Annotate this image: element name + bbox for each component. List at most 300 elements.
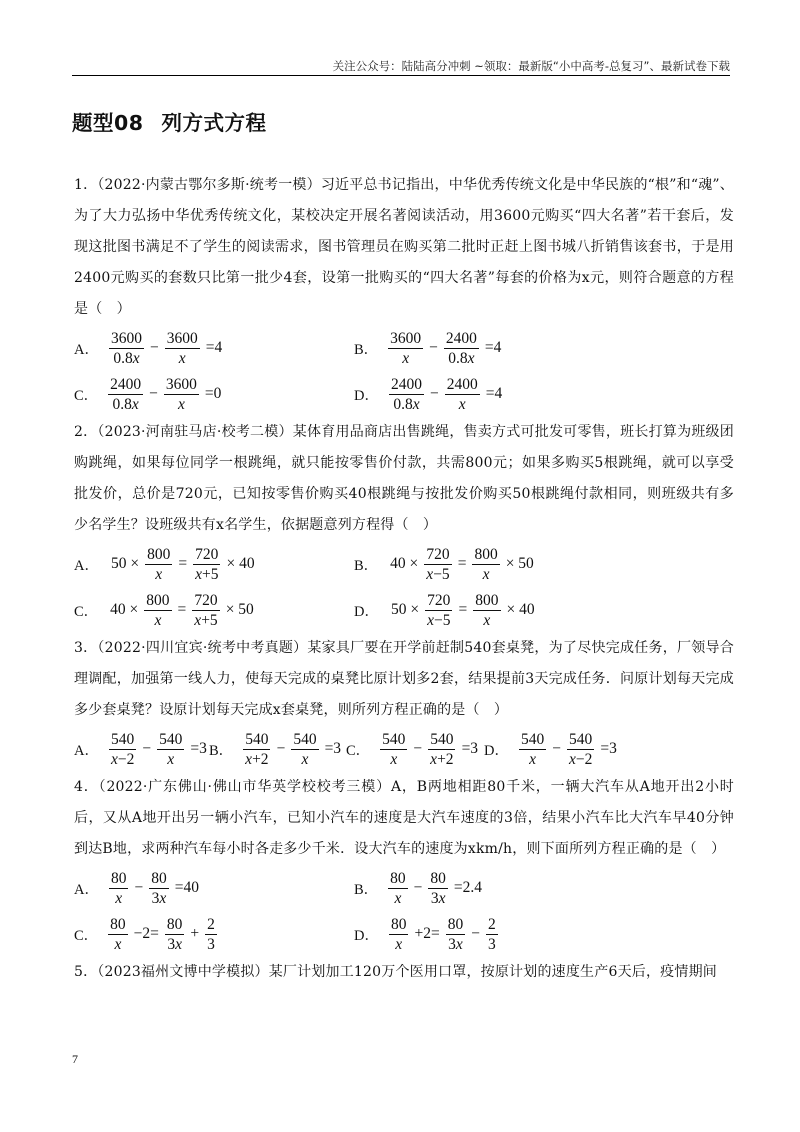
equation-operator	[227, 555, 255, 573]
question-3-option-b	[209, 726, 345, 772]
question-4-stem: 4．（2022·广东佛山·佛山市华英学校校考三模）A，B两地相距80千米，一辆大汽车从A地开出2小时后，又从A地开出另一辆小汽车，已知小汽车的速度是大汽车速度的3倍，结果小汽车比大汽车早40分钟到达B地，求两种汽车每小时各走多少千米．设大汽车的速度为xkm/h，则下面所列方程正确的是（ ）	[74, 779, 734, 857]
option-equation	[106, 592, 258, 629]
equation-operator	[462, 740, 479, 758]
option-label: A．	[74, 341, 99, 358]
fraction-denominator	[192, 611, 219, 629]
fraction-denominator	[299, 750, 310, 768]
operator-text: −	[149, 339, 159, 356]
fraction-denominator	[481, 611, 492, 629]
page-title	[72, 106, 267, 136]
numerator-text: 800	[146, 591, 170, 609]
denominator-text: 0.8x	[393, 395, 420, 413]
fraction-numerator	[567, 731, 594, 750]
fraction-numerator	[165, 916, 185, 935]
denominator-text: 3	[207, 935, 215, 953]
fraction	[445, 376, 480, 413]
operator-text: =4	[484, 339, 502, 356]
fraction-numerator	[243, 731, 270, 750]
fraction	[165, 916, 185, 953]
option-label: D．	[354, 927, 379, 944]
fraction-denominator	[424, 565, 451, 583]
numerator-text: 2400	[445, 329, 477, 347]
numerator-text: 540	[159, 730, 183, 748]
denominator-text: x−5	[427, 611, 451, 629]
equation-operator	[600, 740, 617, 758]
numerator-text: 80	[390, 869, 406, 887]
numerator-text: 2	[487, 915, 496, 933]
equation-operator	[430, 385, 439, 403]
fraction	[157, 731, 184, 768]
fraction-denominator	[393, 935, 404, 953]
fraction-numerator	[165, 330, 200, 349]
fraction	[205, 916, 217, 953]
fraction-denominator	[400, 349, 411, 367]
operator-text: −	[413, 879, 423, 896]
question-1	[74, 170, 734, 417]
fraction-denominator	[193, 565, 220, 583]
fraction-denominator	[177, 349, 188, 367]
numerator-text: 80	[110, 915, 126, 933]
numerator-text: 80	[166, 915, 183, 933]
option-label: C．	[74, 927, 99, 944]
question-4-option-c	[74, 911, 219, 957]
question-2-stem: 2．（2023·河南驻马店·校考二模）某体育用品商店出售跳绳，售卖方式可批发可零售，班长打算为班级团购跳绳，如果每位同学一根跳绳，就只能按零售价付款，共需800元；如果多购买5根跳绳，就可以享受批发价，总价是720元，已知按零售价购买40根跳绳与按批发价购买50根跳绳付款相同，则班级共有多少名学生？设班级共有x名学生，依据题意列方程得（ ）	[74, 424, 734, 533]
operator-text: −2=	[133, 925, 159, 942]
operator-text: =	[458, 601, 468, 618]
fraction-numerator	[109, 870, 129, 889]
question-3-stem: 3．（2022·四川宜宾·统考中考真题）某家具厂要在开学前赶制540套桌凳，为了尽快完成任务，厂领导合理调配，加强第一线人力，使每天完成的桌凳比原计划多2套，结果提前3天完成任务．问原计划每天完成多少套桌凳？设原计划每天完成x套桌凳，则所列方程正确的是（ ）	[74, 640, 734, 718]
equation-operator	[429, 339, 438, 357]
fraction-denominator	[392, 889, 403, 907]
fraction-numerator	[149, 870, 169, 889]
option-label: B．	[354, 881, 379, 898]
question-1-option-a	[74, 325, 226, 371]
fraction-denominator	[428, 750, 455, 768]
option-equation	[387, 376, 506, 413]
equation-operator	[142, 740, 151, 758]
question-3	[74, 633, 734, 772]
option-equation	[107, 731, 211, 768]
fraction-numerator	[109, 330, 144, 349]
denominator-text: x	[115, 889, 123, 907]
denominator-text: 0.8x	[448, 349, 475, 367]
numerator-text: 3600	[165, 375, 197, 393]
fraction-numerator	[164, 376, 199, 395]
denominator-text: x+2	[430, 750, 454, 768]
denominator-text: x	[483, 611, 491, 629]
operator-text: =0	[204, 385, 222, 402]
denominator-text: x	[154, 611, 162, 629]
operator-text: −	[134, 879, 144, 896]
operator-text: =3	[190, 740, 207, 757]
fraction-denominator	[446, 935, 465, 953]
fraction-numerator	[145, 546, 172, 565]
option-equation	[241, 731, 345, 768]
equation-operator	[325, 740, 342, 758]
question-1-option-c	[74, 371, 225, 417]
question-list	[74, 170, 734, 988]
equation-operator	[205, 385, 222, 403]
fraction	[109, 870, 129, 907]
operator-text: =3	[461, 740, 479, 757]
question-2-option-b	[354, 541, 538, 587]
fraction	[519, 731, 546, 768]
operator-text: −	[471, 925, 480, 942]
equation-operator	[206, 339, 223, 357]
option-equation	[107, 546, 259, 583]
fraction	[144, 592, 171, 629]
numerator-text: 80	[447, 915, 464, 933]
denominator-text: x	[178, 349, 186, 367]
numerator-text: 2400	[390, 375, 422, 393]
numerator-text: 540	[293, 730, 317, 748]
fraction	[388, 870, 408, 907]
option-equation	[517, 731, 621, 768]
option-label: D．	[354, 603, 379, 620]
fraction-numerator	[108, 916, 128, 935]
operator-text: +	[190, 925, 200, 942]
equation-operator	[471, 925, 480, 943]
numerator-text: 720	[426, 545, 450, 563]
fraction-numerator	[109, 731, 136, 750]
equation-operator	[110, 601, 138, 619]
numerator-text: 540	[382, 730, 406, 748]
fraction-numerator	[428, 870, 448, 889]
denominator-text: 3x	[167, 935, 182, 953]
question-1-stem: 1．（2022·内蒙古鄂尔多斯·统考一模）习近平总书记指出，中华优秀传统文化是中华民族的“根”和“魂”、为了大力弘扬中华优秀传统文化，某校决定开展名著阅读活动，用3600元购买“四大名著”若干套后，发现这批图书满足不了学生的阅读需求，图书管理员在购买第二批时正赶上图书城八折销售该套书，于是用2400元购买的套数只比第一批少4套，设第一批购买的“四大名著”每套的价格为x元，则符合题意的方程是（ ）	[74, 177, 734, 317]
fraction-denominator	[113, 889, 124, 907]
numerator-text: 540	[520, 730, 545, 748]
question-4-options-row-1	[74, 865, 734, 911]
numerator-text: 2400	[446, 375, 478, 393]
question-2-options-row-2	[74, 587, 734, 633]
denominator-text: x	[177, 395, 185, 413]
fraction-denominator	[111, 349, 141, 367]
equation-operator	[413, 740, 422, 758]
equation-operator	[390, 555, 418, 573]
equation-operator	[506, 555, 534, 573]
header-text: 关注公众号：陆陆高分冲刺 ~领取：最新版“小中高考-总复习”、最新试卷下载	[332, 59, 730, 73]
fraction-numerator	[473, 592, 500, 611]
question-1-option-d	[354, 371, 506, 417]
fraction	[428, 731, 455, 768]
operator-text: −	[429, 385, 439, 402]
fraction	[164, 376, 199, 413]
question-4-option-b	[354, 865, 486, 911]
denominator-text: 3x	[448, 935, 463, 953]
option-label: D．	[354, 387, 379, 404]
operator-text: =	[457, 555, 467, 572]
equation-operator	[414, 879, 423, 897]
numerator-text: 540	[245, 730, 269, 748]
equation-operator	[277, 740, 286, 758]
operator-text: −	[149, 385, 158, 402]
equation-operator	[458, 555, 467, 573]
numerator-text: 800	[475, 591, 499, 609]
fraction	[428, 870, 448, 907]
fraction	[486, 916, 498, 953]
fraction	[165, 330, 200, 367]
denominator-text: x+5	[194, 611, 218, 629]
option-label: A．	[74, 557, 99, 574]
fraction-numerator	[193, 546, 220, 565]
option-label: B．	[354, 341, 379, 358]
option-equation	[378, 731, 482, 768]
numerator-text: 800	[474, 545, 498, 563]
operator-text: +2=	[414, 925, 440, 942]
question-2-option-c	[74, 587, 258, 633]
operator-text: −	[552, 740, 561, 757]
numerator-text: 3600	[110, 329, 142, 347]
operator-text: × 50	[505, 555, 534, 572]
option-equation	[107, 330, 226, 367]
fraction-numerator	[389, 916, 409, 935]
operator-text: 50 ×	[390, 601, 420, 618]
fraction-denominator	[205, 935, 217, 953]
fraction	[472, 546, 499, 583]
fraction	[108, 916, 128, 953]
numerator-text: 80	[151, 869, 167, 887]
question-2-option-a	[74, 541, 259, 587]
option-label: A．	[74, 742, 99, 759]
equation-operator	[486, 385, 503, 403]
operator-text: 50 ×	[110, 555, 140, 572]
fraction-numerator	[428, 731, 455, 750]
denominator-text: 3x	[430, 889, 446, 907]
question-5-stem: 5．（2023福州文博中学模拟）某厂计划加工120万个医用口罩，按原计划的速度生产6天后，疫情期间	[74, 964, 717, 980]
denominator-text: 3	[487, 935, 496, 953]
fraction	[446, 916, 466, 953]
numerator-text: 2400	[110, 375, 142, 393]
equation-operator	[149, 385, 158, 403]
denominator-text: x−5	[426, 565, 450, 583]
fraction-denominator	[429, 889, 448, 907]
fraction-numerator	[205, 916, 217, 935]
numerator-text: 3600	[390, 329, 422, 347]
equation-operator	[454, 879, 482, 897]
fraction-denominator	[109, 750, 136, 768]
fraction-denominator	[176, 395, 187, 413]
operator-text: =3	[600, 740, 617, 757]
numerator-text: 720	[195, 545, 219, 563]
denominator-text: x+5	[195, 565, 219, 583]
operator-text: −	[429, 339, 438, 356]
fraction-denominator	[527, 750, 538, 768]
option-label: C．	[74, 603, 99, 620]
fraction-numerator	[425, 592, 452, 611]
denominator-text: x	[395, 935, 403, 953]
fraction-numerator	[388, 330, 423, 349]
numerator-text: 720	[427, 591, 451, 609]
fraction-denominator	[111, 395, 141, 413]
equation-operator	[485, 339, 502, 357]
option-label: C．	[346, 742, 371, 759]
fraction	[291, 731, 318, 768]
denominator-text: x	[114, 935, 122, 953]
operator-text: =	[178, 555, 188, 572]
operator-text: × 50	[225, 601, 254, 618]
question-3-option-d	[484, 726, 621, 772]
question-3-option-c	[346, 726, 482, 772]
operator-text: 40 ×	[110, 601, 139, 618]
operator-text: −	[413, 740, 423, 757]
operator-text: −	[142, 740, 152, 757]
fraction-denominator	[112, 935, 123, 953]
denominator-text: x	[482, 565, 490, 583]
fraction-denominator	[165, 750, 176, 768]
question-4-option-d	[354, 911, 500, 957]
fraction-numerator	[380, 731, 407, 750]
fraction-denominator	[481, 565, 492, 583]
denominator-text: 0.8x	[112, 395, 139, 413]
denominator-text: 3x	[151, 889, 167, 907]
fraction	[424, 546, 451, 583]
fraction	[380, 731, 407, 768]
denominator-text: x	[402, 349, 410, 367]
fraction	[109, 330, 144, 367]
fraction-numerator	[157, 731, 184, 750]
header-rule	[72, 75, 730, 76]
question-3-options-row	[74, 726, 734, 772]
equation-operator	[178, 555, 187, 573]
operator-text: =3	[324, 740, 342, 757]
equation-operator	[178, 601, 187, 619]
option-equation	[386, 330, 505, 367]
numerator-text: 80	[390, 915, 407, 933]
equation-operator	[111, 555, 139, 573]
fraction-numerator	[445, 376, 480, 395]
operator-text: 40 ×	[390, 555, 419, 572]
fraction-numerator	[486, 916, 498, 935]
fraction	[145, 546, 172, 583]
question-4-options-row-2	[74, 911, 734, 957]
question-1-option-b	[354, 325, 505, 371]
fraction-denominator	[567, 750, 594, 768]
option-equation	[387, 592, 539, 629]
denominator-text: x−2	[568, 750, 593, 768]
option-label: B．	[209, 742, 234, 759]
fraction-numerator	[388, 870, 408, 889]
operator-text: =2.4	[453, 879, 483, 896]
numerator-text: 3600	[166, 329, 198, 347]
fraction-numerator	[108, 376, 143, 395]
equation-operator	[226, 601, 254, 619]
option-equation	[106, 916, 219, 953]
fraction	[425, 592, 452, 629]
operator-text: × 40	[506, 601, 535, 618]
denominator-text: x	[394, 889, 402, 907]
fraction	[109, 731, 136, 768]
equation-operator	[134, 925, 159, 943]
fraction	[193, 546, 220, 583]
question-2-options-row-1	[74, 541, 734, 587]
fraction-numerator	[444, 330, 479, 349]
equation-operator	[507, 601, 535, 619]
equation-operator	[190, 925, 199, 943]
question-4-option-a	[74, 865, 203, 911]
fraction	[108, 376, 143, 413]
fraction	[473, 592, 500, 629]
equation-operator	[391, 601, 419, 619]
numerator-text: 540	[111, 730, 135, 748]
operator-text: =40	[174, 879, 199, 896]
question-3-option-a	[74, 726, 211, 772]
question-2	[74, 417, 734, 633]
equation-operator	[150, 339, 159, 357]
fraction-numerator	[291, 731, 318, 750]
operator-text: −	[276, 740, 286, 757]
fraction-denominator	[153, 565, 164, 583]
numerator-text: 720	[194, 591, 218, 609]
fraction	[192, 592, 219, 629]
fraction-denominator	[152, 611, 163, 629]
fraction-denominator	[150, 889, 169, 907]
denominator-text: x	[529, 750, 537, 768]
fraction	[388, 330, 423, 367]
operator-text: =4	[485, 385, 503, 402]
equation-operator	[414, 925, 439, 943]
fraction-denominator	[165, 935, 184, 953]
fraction	[149, 870, 169, 907]
numerator-text: 2	[207, 915, 215, 933]
equation-operator	[459, 601, 468, 619]
numerator-text: 540	[569, 730, 593, 748]
operator-text: × 40	[226, 555, 255, 572]
denominator-text: x−2	[110, 750, 135, 768]
question-4	[74, 772, 734, 957]
fraction	[243, 731, 270, 768]
question-2-option-d	[354, 587, 539, 633]
question-1-options-row-2	[74, 371, 734, 417]
numerator-text: 80	[110, 869, 127, 887]
option-equation	[386, 546, 538, 583]
fraction-denominator	[425, 611, 452, 629]
option-equation	[386, 870, 486, 907]
fraction-denominator	[391, 395, 421, 413]
numerator-text: 80	[430, 869, 446, 887]
fraction-numerator	[472, 546, 499, 565]
fraction-numerator	[424, 546, 451, 565]
denominator-text: x	[458, 395, 466, 413]
option-equation	[106, 376, 225, 413]
fraction-denominator	[446, 349, 476, 367]
option-label: C．	[74, 387, 99, 404]
fraction	[444, 330, 479, 367]
fraction-numerator	[144, 592, 171, 611]
fraction	[567, 731, 594, 768]
question-1-options-row-1	[74, 325, 734, 371]
equation-operator	[552, 740, 561, 758]
fraction-numerator	[192, 592, 219, 611]
denominator-text: x	[301, 750, 309, 768]
equation-operator	[175, 879, 199, 897]
denominator-text: x	[155, 565, 163, 583]
page-title-part2: 列方式方程	[161, 111, 267, 135]
option-equation	[387, 916, 500, 953]
fraction-denominator	[486, 935, 498, 953]
equation-operator	[190, 740, 207, 758]
fraction-numerator	[446, 916, 466, 935]
operator-text: =	[177, 601, 187, 618]
option-label: D．	[484, 742, 509, 759]
equation-operator	[134, 879, 143, 897]
denominator-text: x	[390, 750, 398, 768]
fraction	[389, 916, 409, 953]
denominator-text: 0.8x	[113, 349, 140, 367]
fraction	[389, 376, 424, 413]
fraction-denominator	[243, 750, 270, 768]
denominator-text: x+2	[245, 750, 269, 768]
